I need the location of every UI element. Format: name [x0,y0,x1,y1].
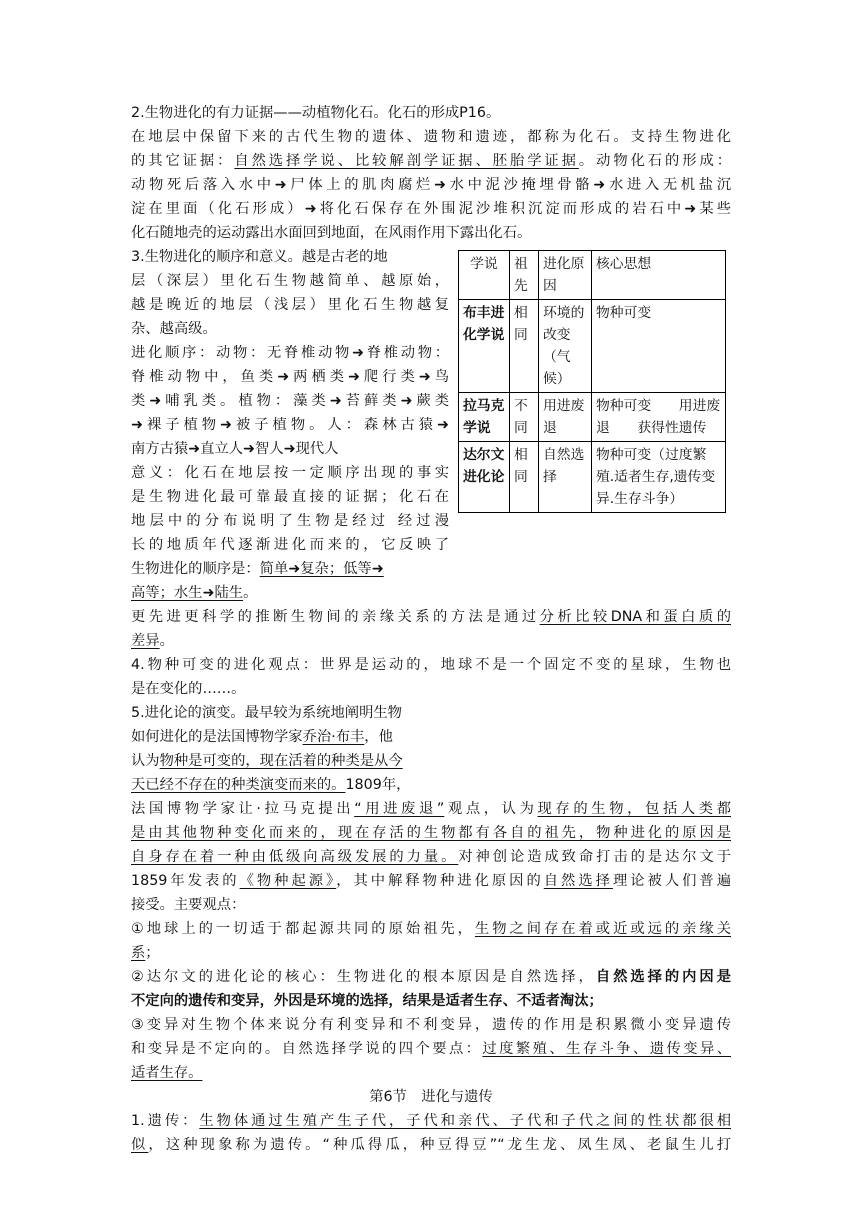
underlined-evidence: 自然选择学说、比较解剖学证据、胚胎学证据 [234,153,579,169]
table-row [459,442,726,513]
table-row [459,300,726,393]
text-line: 淀在里面（化石形成）➜将化石保存在外围泥沙堆积沉淀而形成的岩石中➜某些 [131,201,731,217]
text-line: 是生物进化最可靠最直接的证据；化石在 [131,489,449,505]
text-line: 天已经不存在的种类演变而来的。1809年， [131,777,411,793]
text-line: 生物进化的顺序是：简单➜复杂；低等➜ [131,561,384,577]
text-line: 脊椎动物中，鱼类➜两栖类➜爬行类➜鸟 [131,369,449,385]
text-line: 接受。主要观点： [131,897,246,913]
cause-cell: 用进废退 [539,393,592,442]
text-line: 杂、越高级。 [131,321,217,337]
theory-cell: 拉马克学说 [459,393,510,442]
cause-cell: 环境的改变（气候） [539,300,592,393]
text-line: 差异。 [131,633,174,649]
point-1: ①地球上的一切适于都起源共同的原始祖先，生物之间存在着或近或远的亲缘关 [131,921,731,937]
text-line: 1.遗传：生物体通过生殖产生子代，子代和亲代、子代和子代之间的性状都很相 [131,1113,731,1129]
table-header-cell: 进化原因 [539,251,592,300]
text-line: 意义：化石在地层按一定顺序出现的事实 [131,465,449,481]
table-header-cell: 核心思想 [592,251,726,300]
text-line: 是由其他物种变化而来的，现在存活的生物都有各自的祖先，物种进化的原因是 [131,825,731,841]
point-3: ③变异对生物个体来说分有利变异和不利变异，遗传的作用是积累微小变异遗传 [131,1017,731,1033]
section-2-heading: 2.生物进化的有力证据——动植物化石。化石的形成P16。 [131,105,501,121]
text-line: 层（深层）里化石生物越简单、越原始， [131,273,449,289]
text-line: 长的地质年代逐渐进化而来的，它反映了 [131,537,449,553]
text-line: 法国博物学家让·拉马克提出“用进废退”观点，认为现存的生物，包括人类都 [131,801,731,817]
table-header-cell: 祖先 [510,251,539,300]
text-line: 高等；水生➜陆生。 [131,585,258,601]
core-idea-cell: 物种可变 [592,300,726,393]
text-line: 的其它证据：自然选择学说、比较解剖学证据、胚胎学证据。动物化石的形成： [131,153,731,169]
ancestor-cell: 相同 [510,442,539,513]
text-line: 如何进化的是法国博物学家乔治·布丰，他 [131,729,393,745]
section-4-heading: 4.物种可变的进化观点：世界是运动的，地球不是一个固定不变的星球，生物也 [131,657,731,673]
text-line: 系； [131,945,160,961]
table-row [459,393,726,442]
text-line: ➜裸子植物➜被子植物。人：森林古猿➜ [131,417,449,433]
theory-cell: 达尔文进化论 [459,442,510,513]
theory-cell: 布丰进化学说 [459,300,510,393]
section-3-heading: 3.生物进化的顺序和意义。越是古老的地 [131,249,388,265]
point-2: ②达尔文的进化论的核心：生物进化的根本原因是自然选择，自然选择的内因是 [131,969,731,985]
evolution-theories-table [458,250,726,513]
text-line: 认为物种是可变的，现在活着的种类是从今 [131,753,403,769]
text-line: 南方古猿➜直立人➜智人➜现代人 [131,441,339,457]
ancestor-cell: 不同 [510,393,539,442]
ancestor-cell: 相同 [510,300,539,393]
text-line: 越是晚近的地层（浅层）里化石生物越复 [131,297,449,313]
text-line: 似，这种现象称为遗传。“种瓜得瓜，种豆得豆”“龙生龙、凤生凤、老鼠生儿打 [131,1137,732,1153]
text-line: 自身存在着一种由低级向高级发展的力量。对神创论造成致命打击的是达尔文于 [131,849,732,865]
text-line: 类➜哺乳类。植物：藻类➜苔藓类➜蕨类 [131,393,449,409]
text-line: 进化顺序：动物：无脊椎动物➜脊椎动物： [131,345,449,361]
table-header-row [459,251,726,300]
text-line: 在地层中保留下来的古代生物的遗体、遗物和遗迹，都称为化石。支持生物进化 [131,129,731,145]
text-line: 和变异是不定向的。自然选择学说的四个要点：过度繁殖、生存斗争、遗传变异、 [131,1041,731,1057]
text-line: 动物死后落入水中➜尸体上的肌肉腐烂➜水中泥沙掩埋骨骼➜水进入无机盐沉 [131,177,731,193]
text-line: 适者生存。 [131,1065,203,1081]
text-line: 化石随地壳的运动露出水面回到地面，在风雨作用下露出化石。 [131,225,532,241]
text-line: 地层中的分布说明了生物是经过 经过漫 [131,513,449,529]
text-line: 1859年发表的《物种起源》，其中解释物种进化原因的自然选择理论被人们普遍 [131,873,732,889]
core-idea-cell: 物种可变 用进废退 获得性遗传 [592,393,726,442]
text-line: 更先进更科学的推断生物间的亲缘关系的方法是通过分析比较DNA和蛋白质的 [131,609,732,625]
table-header-cell: 学说 [459,251,510,300]
section-5-heading: 5.进化论的演变。最早较为系统地阐明生物 [131,705,402,721]
core-idea-cell: 物种可变（过度繁殖.适者生存,遗传变异.生存斗争） [592,442,726,513]
text-line: 不定向的遗传和变异，外因是环境的选择，结果是适者生存、不适者淘汰； [131,993,603,1009]
text-line: 是在变化的……。 [131,681,246,697]
section-6-title: 第6节 进化与遗传 [369,1089,493,1105]
cause-cell: 自然选择 [539,442,592,513]
